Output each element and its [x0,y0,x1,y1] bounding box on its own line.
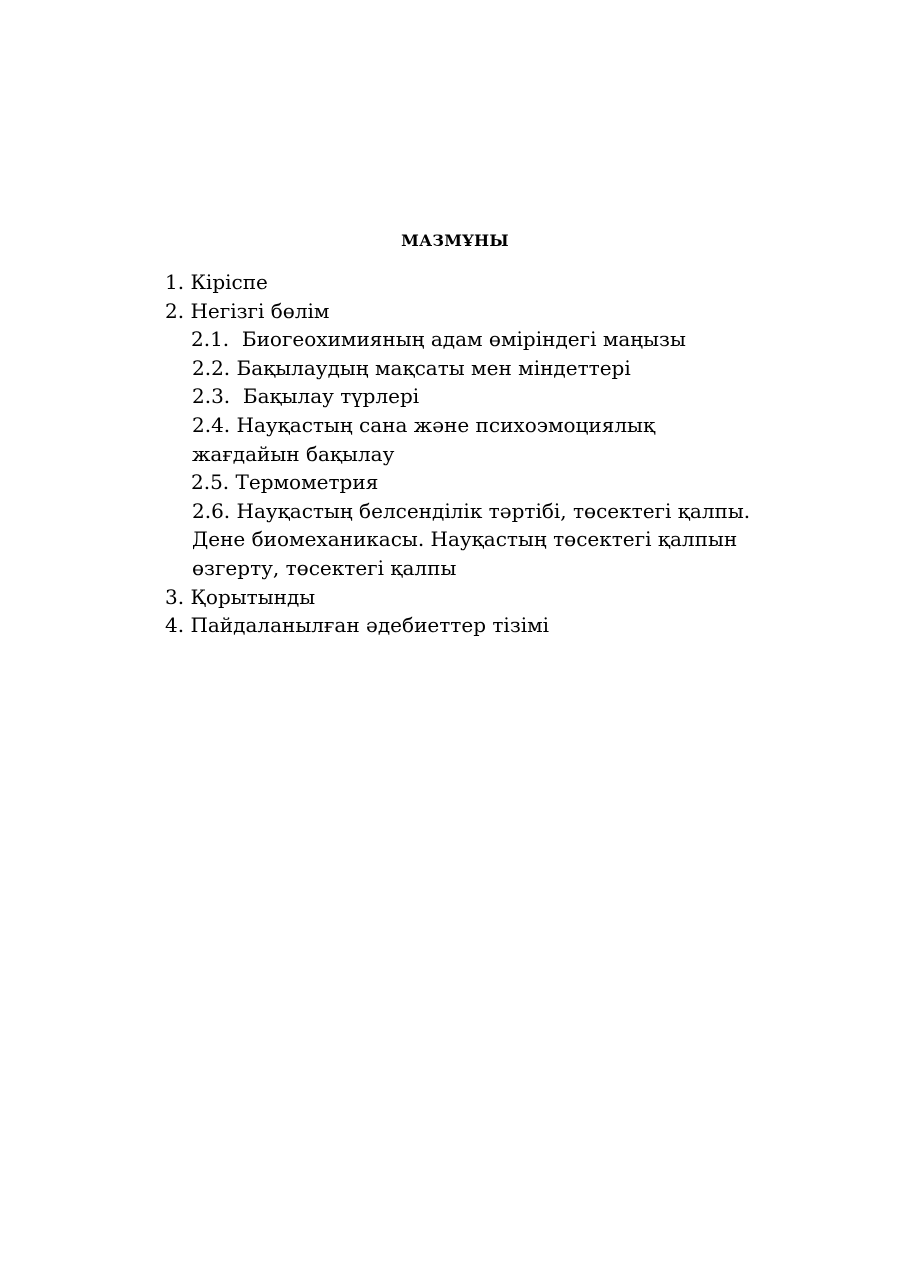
toc-subitem-2-6: 2.6. Науқастың белсенділік тәртібі, төсектегі қалпы. Дене биомеханикасы. Науқастың төсектегі қалпын өзгерту, төсектегі қалпы [192,498,751,580]
toc-item-introduction: 1. Кіріспе [165,270,268,294]
table-of-contents [165,268,785,640]
toc-item-conclusion: 3. Қорытынды [165,584,316,609]
toc-subitem-2-5: 2.5. Термометрия [191,470,379,495]
page-title: МАЗМҰНЫ [401,231,509,250]
toc-item-main-part: 2. Негізгі бөлім [165,298,330,323]
toc-subitem-2-3: 2.3. Бақылау түрлері [192,384,420,409]
toc-subitem-2-4: 2.4. Науқастың сана және психоэмоциялық жағдайын бақылау [192,412,656,466]
toc-subitem-2-2: 2.2. Бақылаудың мақсаты мен міндеттері [192,355,631,380]
toc-item-references: 4. Пайдаланылған әдебиеттер тізімі [165,613,550,638]
toc-subitem-2-1: 2.1. Биогеохимияның адам өміріндегі маңызы [191,327,686,352]
